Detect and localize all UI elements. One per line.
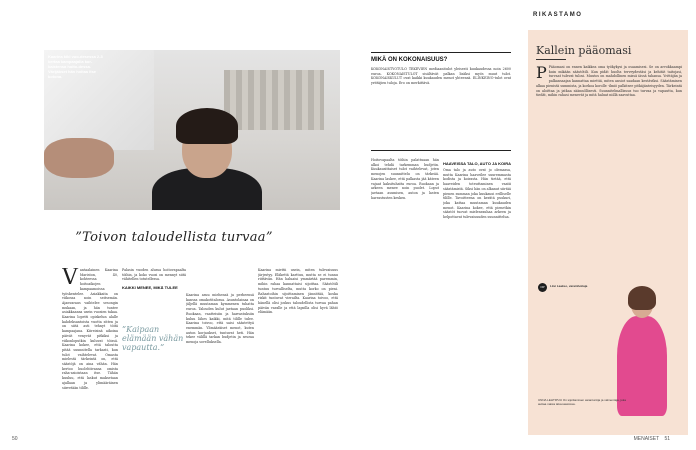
info-box-body bbox=[371, 67, 511, 145]
main-subheading: HAAVEISSA TALO, AUTO JA KOIRA bbox=[443, 161, 511, 166]
body-column-2 bbox=[186, 293, 254, 438]
column-2-subheading: KAIKKI MENEE, MIKÄ TULEE bbox=[122, 285, 178, 291]
sidebar-title: Kallein pääomasi bbox=[536, 44, 632, 57]
sidebar-drop-cap: P bbox=[536, 65, 547, 82]
column-2-intro: Palasin vuoden alussa hoitovapaalta töihin, ja koko vuosi on mennyt siitä vähitellen totutellessa. bbox=[122, 268, 186, 282]
main-column-2 bbox=[443, 158, 511, 438]
photo-hair bbox=[176, 108, 238, 144]
info-box-text: KOKONAISTYÖTULO TEKEVIEN mediaanitulot yleisesti kuukaudessa noin 2600 euroa. KOKONAISTULOT sisältävät palkan lisäksi myös muut tulot. KOKONAISKULUT ovat kaikki kuukauden menot yhteensä. ELINKEINO-tulot ovat yrittäjien tuloja. Ero on merkittävä. bbox=[371, 67, 511, 86]
column-2-body: Kaarina asuu miehensä ja perheensä kanssa omakotitalossa. Asuntolainaa on jäljellä muutaman kymmenen tuhatta euroa. Talouden kulut jaetaan puoliksi. Ruokaan, vaatteisiin ja harrastuksiin kuluu lähes kaikki, mitä tilille tulee. Kaarina toivoo, että saisi säästettyä enemmän. Ylimääräiset menot, kuten auton korjaukset, tuntuvat heti. Hän tekee välillä tarkan budjetin ja seuraa menoja sovelluksella. bbox=[186, 293, 254, 345]
hairdresser-photo bbox=[44, 50, 340, 210]
section-tag: RIKASTAMO bbox=[533, 12, 583, 18]
magazine-brand bbox=[634, 436, 670, 442]
right-page bbox=[348, 0, 696, 450]
info-box-title: MIKÄ ON KOKONAISUUS? bbox=[371, 57, 448, 63]
box-bottom-rule bbox=[371, 150, 511, 151]
photo-caption: Kaarina kiki vuo-desessa 2-3 kertaa kampaajalla kor-kaistensa hoito-dessa. Värijäkset hän hoitaa itse kotona. bbox=[48, 54, 103, 79]
page-number-left: 50 bbox=[12, 436, 18, 442]
box-top-rule bbox=[371, 52, 511, 53]
sidebar-body-text: Pääomasi on ennen kaikkea oma työkykysi ja osaamisesi. Se on arvokkaampi kuin mikään säästötili. Kun pidät huolta terveydestäsi ja kehität taitojasi, turvaat tulevat tulosi. Muutos on mahdollinen missä iässä tahansa. Yrittäjän ja palkansaajan kannattaa miettiä, miten ansiot saadaan kestäviksi. Säästäminen alkaa pienistä summista, ja korkoa korolle -ilmiö palkitsee pitkäjänteisyyden. Tärkeintä on aloittaa ja jatkaa säännöllisesti. Suunnitelmallisuus tuo turvaa ja vapautta, kun tiedät, mihin rahasi menevät ja mitä haluat niillä saavuttaa. bbox=[536, 65, 682, 98]
column-3-body: Kaarina miettii usein, miten tulevaisuus järjestyy. Eläkettä karttuu, mutta se ei tunnu riittävän. Hän haluaisi ymmärtää paremmin, mihin rahaa kannattaisi sijoittaa. Säästötili tuntuu turvalliselta, mutta korko on pieni. Rahastoihin sijoittaminen jännittää, koska riskit tuntuvat vierailta. Kaarina toivoo, että hänellä olisi joskus taloudellista turvaa pahan päivän varalle ja että lapsilla olisi hyvä lähtö elämään. bbox=[258, 268, 338, 315]
sidebar-rule bbox=[536, 59, 566, 60]
drop-cap: V bbox=[62, 268, 78, 290]
body-column-3 bbox=[258, 268, 338, 438]
body-column-1 bbox=[62, 268, 118, 438]
body-column-2-top bbox=[122, 268, 186, 324]
main-column-2-text: Oma talo ja auto ovat jo olemassa, mutta Kaarina haaveilee suuremmasta kodista ja koirasta. Hän tietää, että haaveiden toteuttaminen vaatii säästämistä. Siksi hän on alkanut siirtää pienen summan joka kuukausi erilliselle tilille. Tavoitteena on kerätä puskuri, joka kattaa muutaman kuukauden menot. Kaarina kokee, että pienetkin säästöt tuovat mielenrauhaa arkeen ja helpottavat tulevaisuuden suunnittelua. bbox=[443, 168, 511, 220]
portrait-caption: UNNA LEHTIPUU On sijoittamisen asiantuntija ja valmentaja, joka auttaa naisia talousasioissa. bbox=[538, 398, 626, 406]
sidebar-box bbox=[528, 30, 688, 435]
article-headline: ”Toivon taloudellista turvaa” bbox=[75, 230, 273, 245]
page-number-right: 51 bbox=[664, 436, 670, 442]
brand-name: MENAISET bbox=[633, 436, 660, 442]
expert-name: Liisi Laakso, varainhoitaja bbox=[550, 284, 588, 288]
photo-hand bbox=[44, 138, 114, 178]
photo-shelf bbox=[224, 70, 324, 130]
body-column-1-text: antaalainen Kaarina Mariston, 40, kohteessa hoitoaikojen kampaamoissa työskentelee. Asiakkaita on viikossa noin seitsemän. Ajanvaraus vaihtelee sesongin mukaan, ja hän tuntee asiakkaansa usein vuosien takaa. Kaarina lopetti opiskelun alalle kahdeksantoista vuotta sitten ja on siitä asti tehnyt töitä kampaajana. Kiireisinä aikoina päivät venyvät pitkiksi ja viikonloputkin kuluvat töissä. Kaarina kokee, että taloutta pitää suunnitella tarkasti, kun tulot vaihtelevat. Omasta mielestä tärkeintä on, että säästöjä on aina vähän. Hän kertoo huolehtivansa omista raha-asioistaan itse. Tähän kuuluu, että laskut maksetaan ajallaan ja ylimääräinen siirretään tilille. bbox=[62, 268, 118, 390]
sidebar-body bbox=[536, 65, 682, 280]
portrait-hair bbox=[628, 286, 656, 310]
main-column-1 bbox=[371, 158, 439, 438]
pull-quote: ”Kaipaan elämään vähän vapautta.” bbox=[122, 325, 184, 352]
main-column-1-text: Hoitovapaalta töihin palattuaan hän alkoi tehdä tarkemman budjetin. Kuukausittaiset tulot vaihtelevat, joten menojen suunnittelu on tärkeää. Kaarina laskee, että palkasta jää käteen vajaat kaksituhatta euroa. Ruokaan ja arkeen menee noin puolet. Loput jaetaan asumisen, auton ja lasten harrastusten kesken. bbox=[371, 158, 439, 200]
company-logo: OP bbox=[538, 283, 547, 292]
